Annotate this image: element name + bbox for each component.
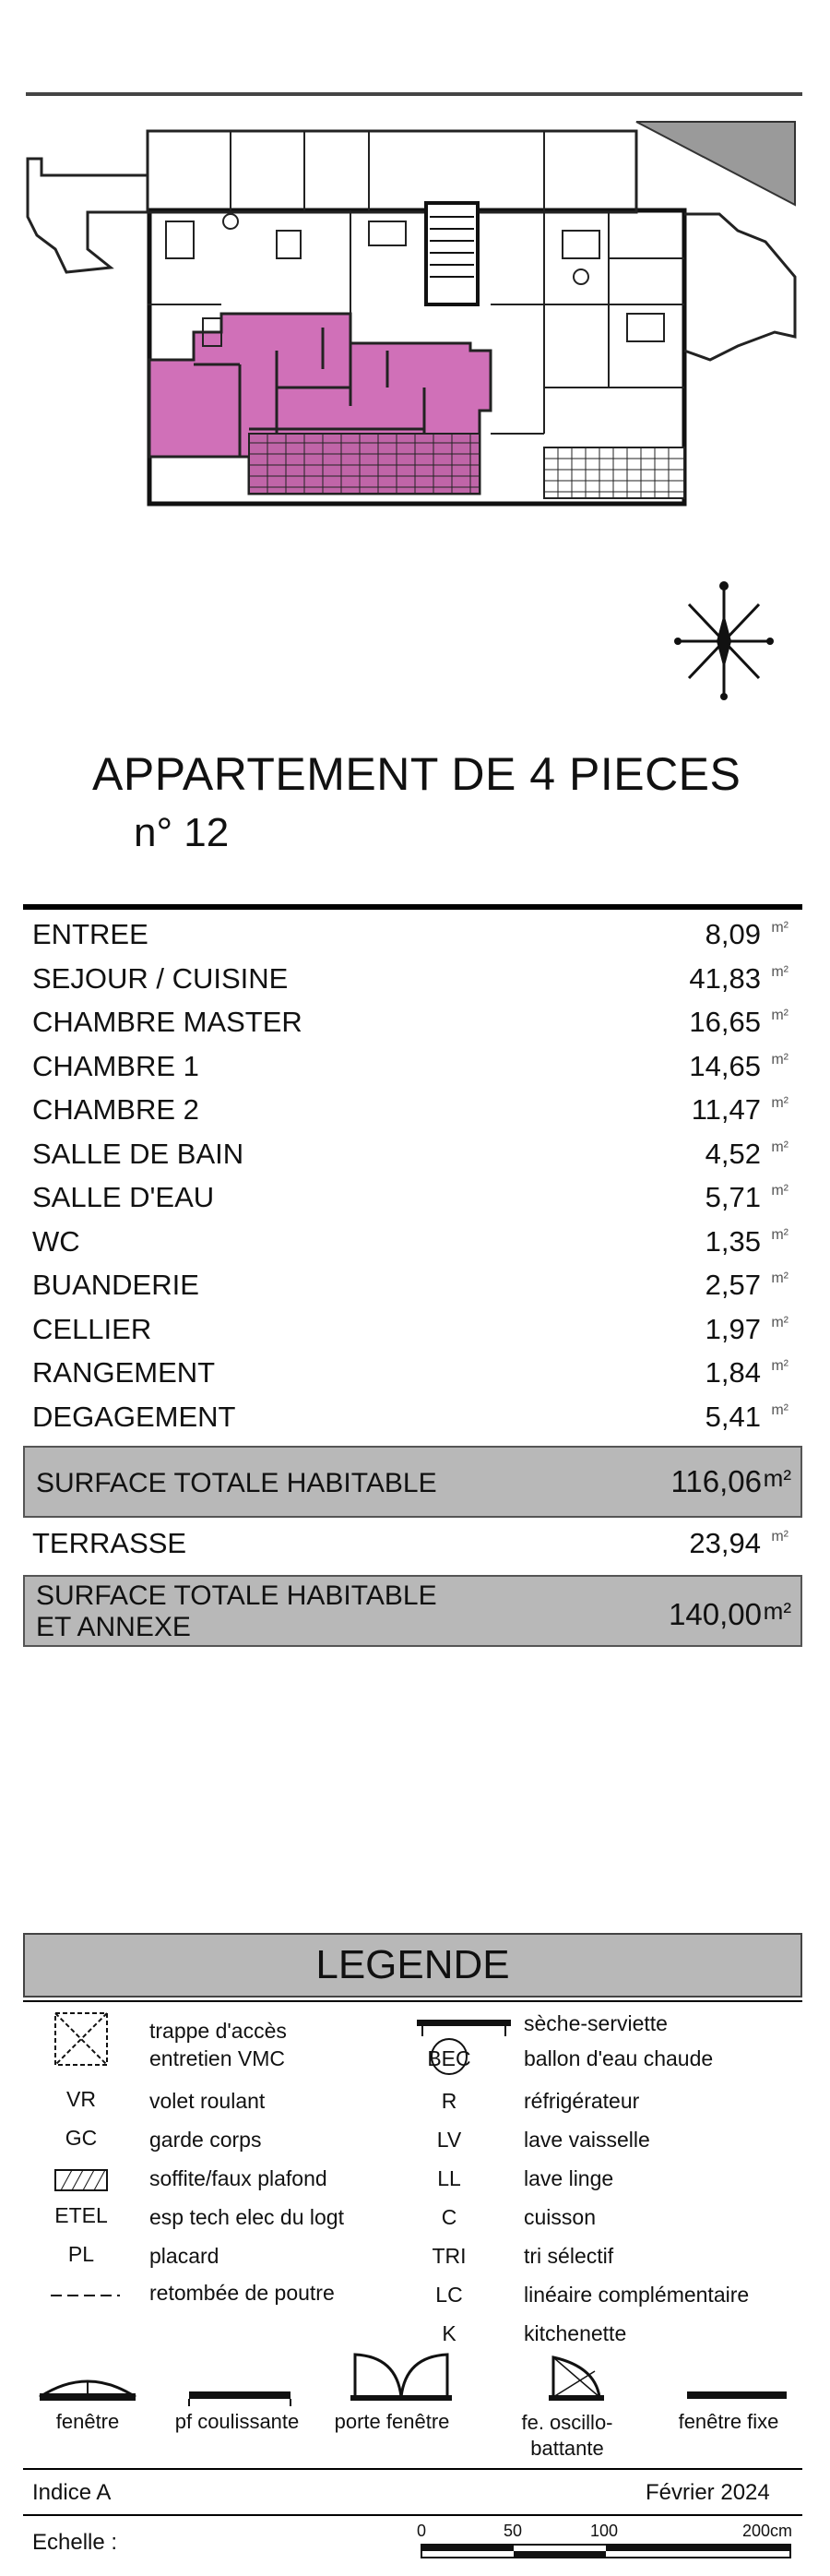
- unit-label: m²: [771, 1095, 788, 1111]
- terrace-row: [32, 1527, 788, 1569]
- scale-bar: [420, 2539, 798, 2561]
- legend-code: VR: [66, 2087, 96, 2111]
- unit-label: m²: [771, 1358, 788, 1374]
- floor-plan: [0, 0, 830, 554]
- room-area: 11,47: [691, 1093, 761, 1126]
- legend-text: trappe d'accès entretien VMC: [149, 2019, 287, 2070]
- legend-text: esp tech elec du logt: [149, 2205, 344, 2229]
- total-annexe-value: 140,00: [669, 1597, 762, 1631]
- room-name: CHAMBRE 1: [32, 1049, 199, 1082]
- total-habitable-value: 116,06: [670, 1464, 762, 1498]
- legend-rule: [23, 2000, 802, 2002]
- unit-label: m²: [771, 1529, 788, 1544]
- room-area: 5,41: [705, 1400, 761, 1433]
- window-symbols: [23, 2343, 802, 2408]
- room-name: SALLE D'EAU: [32, 1181, 215, 1213]
- footer-rule: [23, 2468, 802, 2470]
- legend-text: garde corps: [149, 2128, 262, 2152]
- room-row: [32, 1225, 788, 1268]
- room-area: 8,09: [705, 918, 761, 950]
- towel-dryer-icon: [413, 2016, 515, 2038]
- apartment-number: n° 12: [134, 810, 230, 855]
- room-name: DEGAGEMENT: [32, 1400, 236, 1433]
- legend-text: lave vaisselle: [524, 2128, 650, 2152]
- date-label: Février 2024: [646, 2480, 770, 2505]
- room-row: [32, 1269, 788, 1311]
- room-name: CELLIER: [32, 1312, 152, 1345]
- room-area: 16,65: [689, 1006, 761, 1038]
- unit-label: m²: [771, 1401, 788, 1418]
- legend-code: LV: [436, 2128, 462, 2152]
- room-row: [32, 1138, 788, 1180]
- room-name: BUANDERIE: [32, 1269, 199, 1301]
- room-name: SALLE DE BAIN: [32, 1137, 244, 1170]
- room-row: [32, 1050, 788, 1092]
- footer-rule-2: [23, 2514, 802, 2516]
- window-label: fenêtre: [55, 2410, 120, 2433]
- room-name: WC: [32, 1224, 80, 1258]
- legend-text: linéaire complémentaire: [524, 2283, 750, 2307]
- legend-text: volet roulant: [149, 2089, 266, 2113]
- room-row: [32, 1401, 788, 1443]
- window-label: porte fenêtre: [334, 2410, 450, 2433]
- unit-label: m²: [771, 1051, 788, 1067]
- legend-code: BEC: [427, 2046, 471, 2070]
- terrace-label: TERRASSE: [32, 1527, 187, 1559]
- room-row: [32, 1181, 788, 1223]
- room-name: SEJOUR / CUISINE: [32, 961, 289, 995]
- room-area: 5,71: [705, 1181, 761, 1213]
- unit-label: m²: [771, 1008, 788, 1023]
- legend-text: soffite/faux plafond: [149, 2166, 327, 2190]
- legend-text: réfrigérateur: [524, 2089, 640, 2113]
- unit-label: m²: [771, 1314, 788, 1330]
- window-label: fenêtre fixe: [678, 2410, 779, 2433]
- soffit-icon: [53, 2168, 109, 2192]
- legend-text: placard: [149, 2244, 219, 2268]
- unit-label: m²: [771, 963, 788, 980]
- total-habitable-label: SURFACE TOTALE HABITABLE: [36, 1468, 437, 1498]
- window-label: fe. oscillo- battante: [521, 2411, 613, 2460]
- table-top-rule: [23, 904, 802, 910]
- legend-text: retombée de poutre: [149, 2281, 335, 2305]
- room-area: 2,57: [705, 1269, 761, 1301]
- room-row: [32, 1313, 788, 1355]
- legend-code: ETEL: [54, 2203, 108, 2227]
- total-annexe-box: [23, 1575, 802, 1647]
- room-area: 1,35: [705, 1224, 761, 1258]
- total-annexe-label: SURFACE TOTALE HABITABLE ET ANNEXE: [36, 1580, 437, 1642]
- legend-text: kitchenette: [524, 2321, 627, 2345]
- vmc-hatch-icon: [53, 2011, 109, 2067]
- dashed-line-icon: [51, 2288, 120, 2297]
- indice-label: Indice A: [32, 2480, 112, 2505]
- page-title: APPARTEMENT DE 4 PIECES: [92, 748, 741, 800]
- room-area: 1,84: [705, 1356, 761, 1389]
- legend-code: R: [441, 2089, 457, 2113]
- unit-label: m²: [771, 920, 788, 936]
- legend-text: tri sélectif: [524, 2244, 614, 2268]
- terrace-value: 23,94: [689, 1527, 761, 1559]
- room-row: [32, 1006, 788, 1048]
- scale-tick-label: 100: [590, 2522, 619, 2540]
- unit-label: m²: [771, 1226, 788, 1243]
- unit-label: m²: [771, 1139, 788, 1155]
- legend-code: LC: [435, 2283, 463, 2307]
- unit-label: m²: [771, 1270, 788, 1286]
- scale-tick-label: 50: [504, 2522, 523, 2540]
- window-label: pf coulissante: [174, 2410, 300, 2433]
- legend-text: ballon d'eau chaude: [524, 2046, 714, 2070]
- legend-code: PL: [67, 2242, 95, 2266]
- unit-label: m²: [763, 1464, 791, 1492]
- legend-code: TRI: [432, 2244, 467, 2268]
- room-area: 1,97: [705, 1312, 761, 1345]
- room-area: 41,83: [689, 961, 761, 995]
- room-area: 4,52: [705, 1137, 761, 1170]
- legend-code: C: [441, 2205, 457, 2229]
- bec-circle-icon: [430, 2037, 468, 2076]
- room-name: ENTREE: [32, 918, 148, 950]
- room-name: RANGEMENT: [32, 1356, 216, 1389]
- legend-title: LEGENDE: [23, 1933, 802, 1998]
- legend-code: LL: [437, 2166, 461, 2190]
- room-name: CHAMBRE MASTER: [32, 1006, 302, 1038]
- north-arrow-icon: [669, 577, 779, 706]
- room-name: CHAMBRE 2: [32, 1093, 199, 1126]
- unit-label: m²: [763, 1597, 791, 1625]
- room-row: [32, 918, 788, 960]
- legend-code: K: [442, 2321, 456, 2345]
- scale-tick-label: 200cm: [742, 2522, 793, 2540]
- legend-text: cuisson: [524, 2205, 596, 2229]
- unit-label: m²: [771, 1183, 788, 1199]
- scale-label: Echelle :: [32, 2530, 118, 2555]
- room-area: 14,65: [689, 1049, 761, 1082]
- room-row: [32, 1093, 788, 1136]
- legend-text: lave linge: [524, 2166, 614, 2190]
- legend-text: sèche-serviette: [524, 2011, 668, 2035]
- scale-tick-label: 0: [417, 2522, 427, 2540]
- room-row: [32, 962, 788, 1005]
- room-row: [32, 1356, 788, 1399]
- legend-code: GC: [65, 2126, 98, 2150]
- total-habitable-box: [23, 1446, 802, 1518]
